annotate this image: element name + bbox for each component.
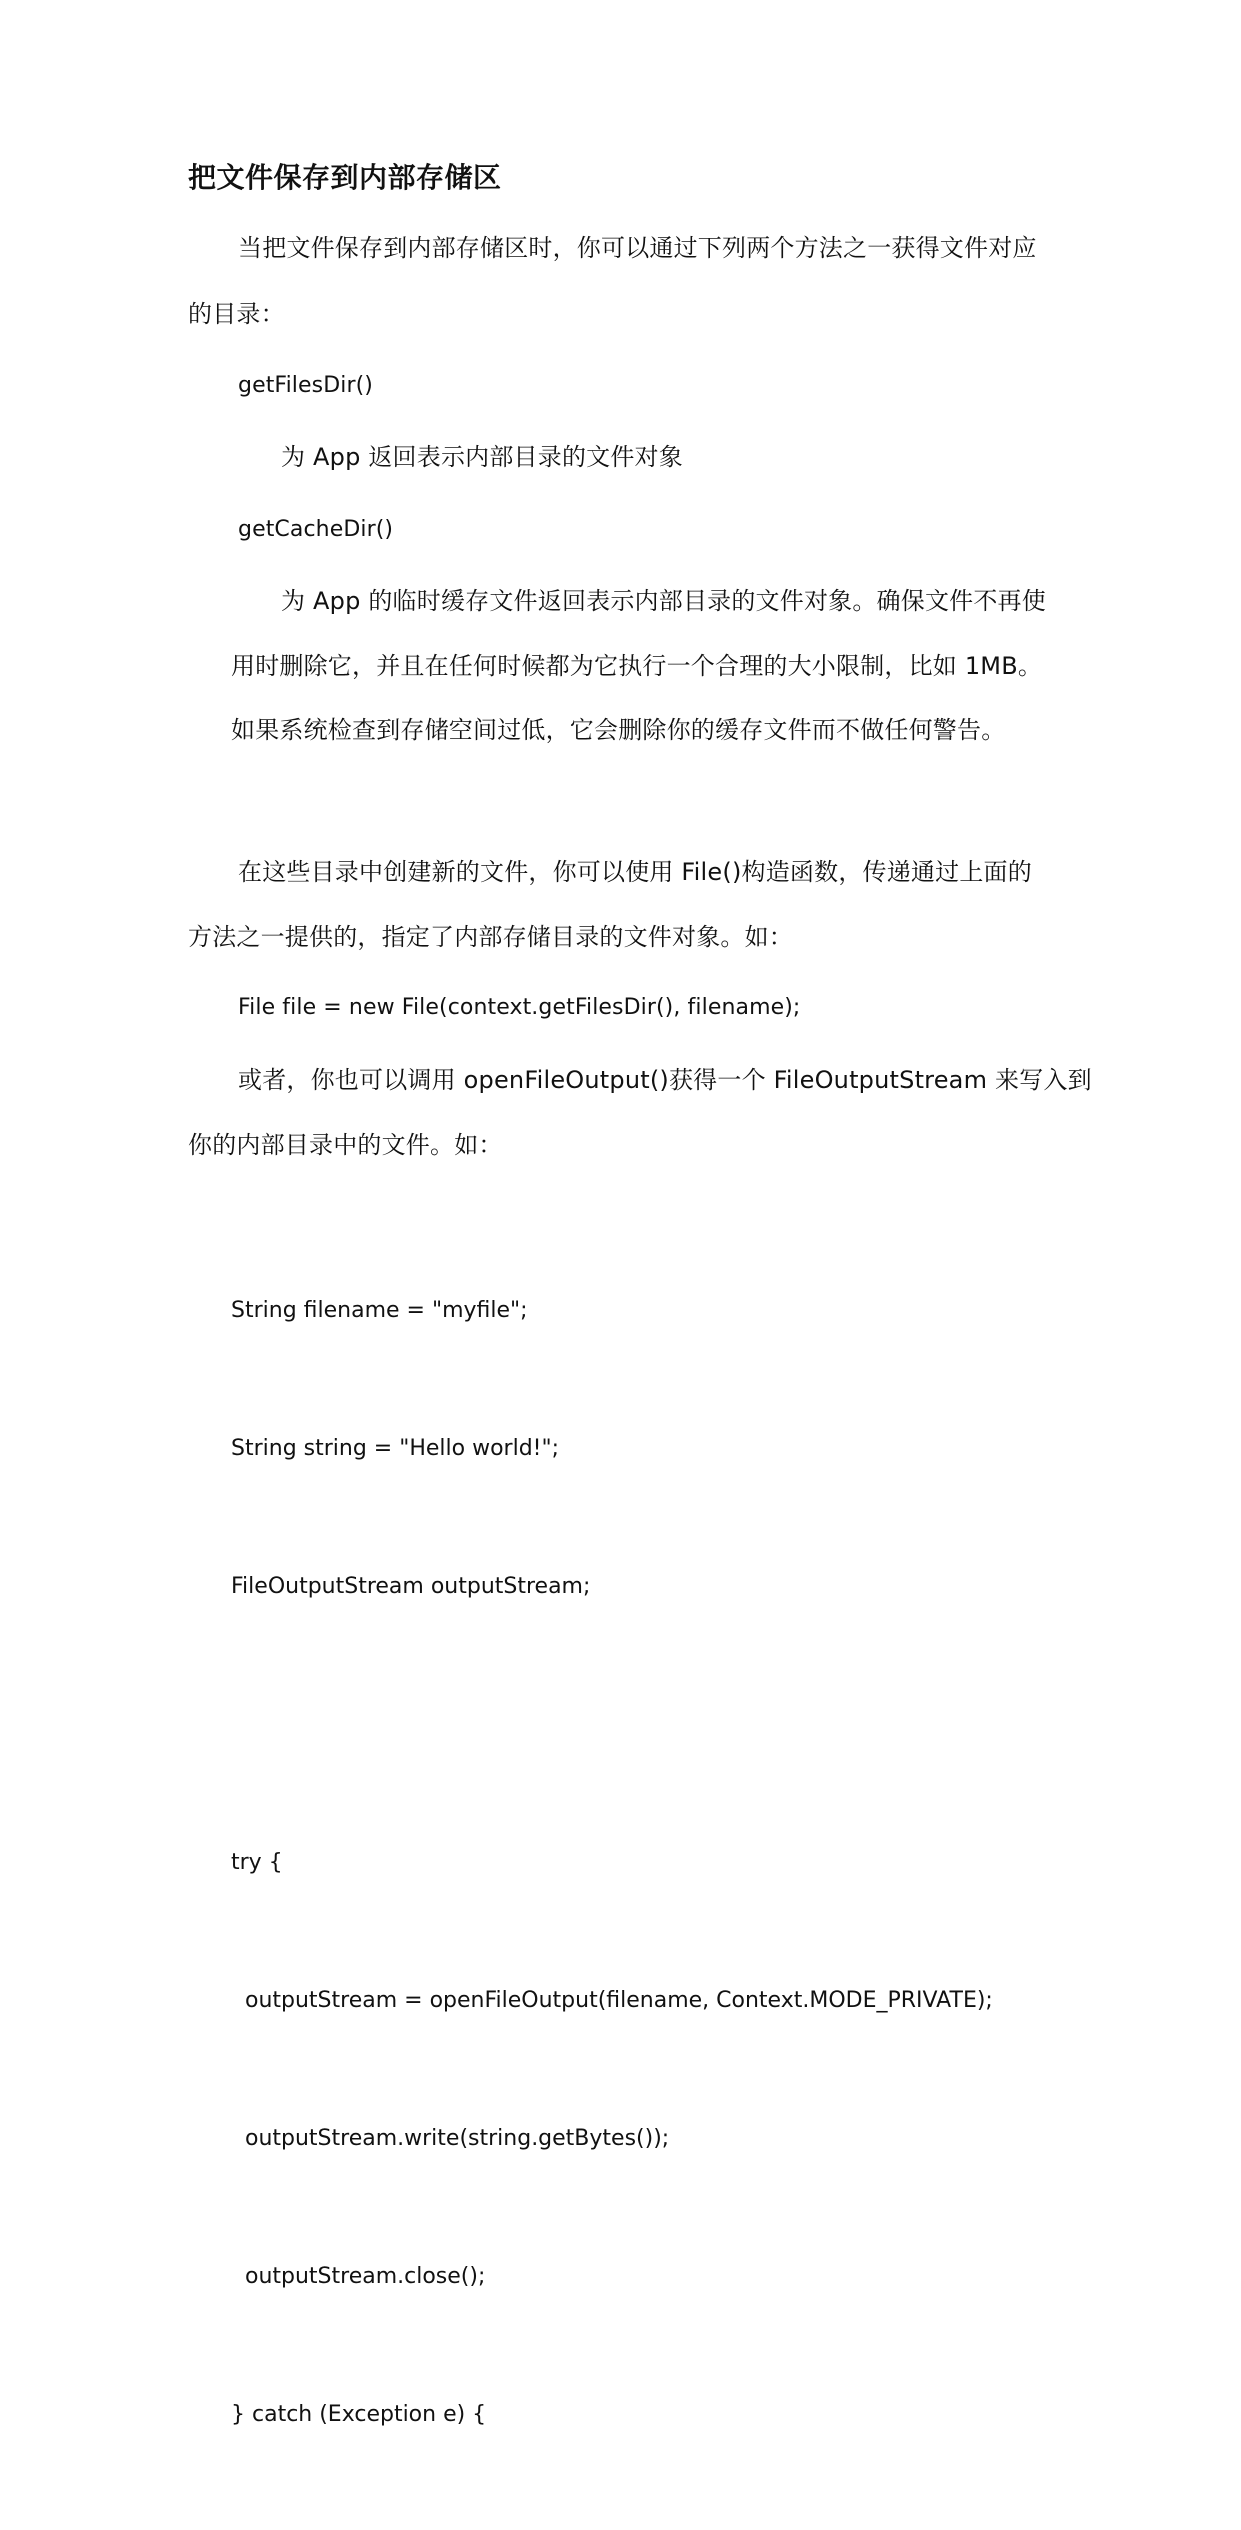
code-snippet [231, 1196, 993, 2530]
method-getcachedir-description-line-3: 如果系统检查到存储空间过低，它会删除你的缓存文件而不做任何警告。 [231, 716, 1006, 744]
code-line: outputStream.close(); [231, 2264, 486, 2289]
section-title: 把文件保存到内部存储区 [188, 161, 502, 194]
code-line-blank [231, 1702, 993, 1748]
code-line: String string = "Hello world!"; [231, 1436, 560, 1461]
code-line: FileOutputStream outputStream; [231, 1574, 591, 1599]
code-line: try { [231, 1850, 283, 1875]
method-getfilesdir-description: 为 App 返回表示内部目录的文件对象 [281, 443, 683, 471]
code-line: String filename = "myfile"; [231, 1298, 528, 1323]
intro-paragraph-line-2: 的目录： [188, 300, 285, 328]
code-line: } catch (Exception e) { [231, 2402, 487, 2427]
method-getcachedir-description-line-1: 为 App 的临时缓存文件返回表示内部目录的文件对象。确保文件不再使 [281, 587, 1046, 615]
alternative-paragraph-line-1: 或者，你也可以调用 openFileOutput()获得一个 FileOutputStream 来写入到 [238, 1066, 1092, 1094]
method-getfilesdir-name: getFilesDir() [238, 373, 373, 398]
method-getcachedir-description-line-2: 用时删除它，并且在任何时候都为它执行一个合理的大小限制，比如 1MB。 [231, 652, 1043, 680]
create-paragraph-line-2: 方法之一提供的，指定了内部存储目录的文件对象。如： [188, 923, 793, 951]
create-paragraph-line-1: 在这些目录中创建新的文件，你可以使用 File()构造函数，传递通过上面的 [238, 858, 1032, 886]
alternative-paragraph-line-2: 你的内部目录中的文件。如： [188, 1131, 503, 1159]
code-line: outputStream.write(string.getBytes()); [231, 2126, 670, 2151]
create-file-code-example: File file = new File(context.getFilesDir(), filename); [238, 995, 801, 1020]
intro-paragraph-line-1: 当把文件保存到内部存储区时，你可以通过下列两个方法之一获得文件对应 [238, 234, 1037, 262]
method-getcachedir-name: getCacheDir() [238, 517, 394, 542]
code-line: outputStream = openFileOutput(filename, Context.MODE_PRIVATE); [231, 1988, 993, 2013]
